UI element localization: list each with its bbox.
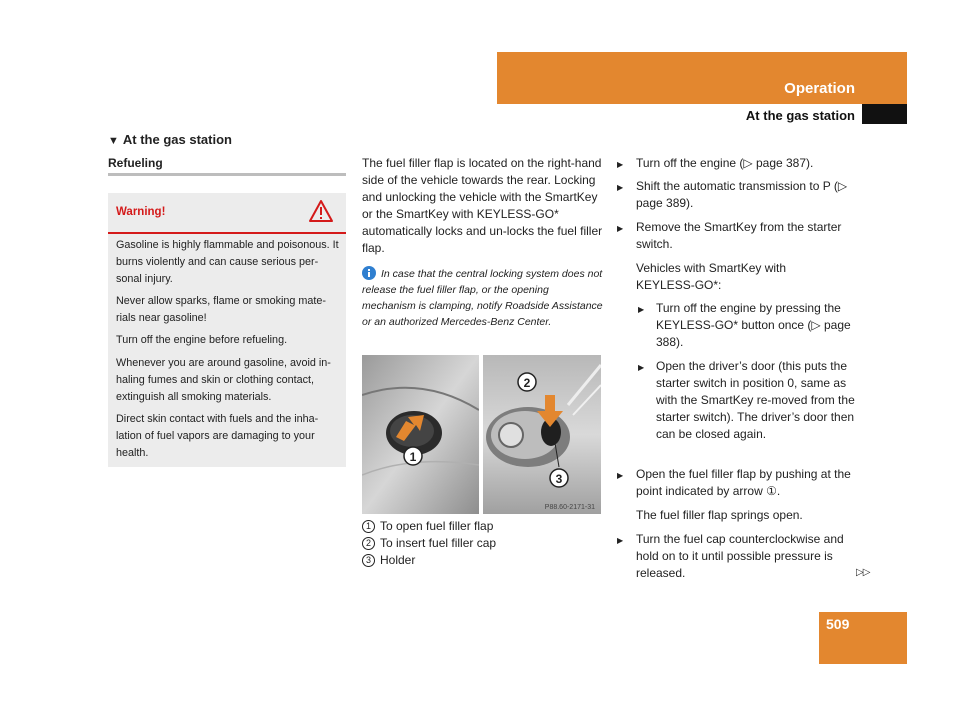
- figure-code: P88.60-2171-31: [544, 504, 595, 511]
- step-text: Open the driver’s door (this puts the starter switch in position 0, same as with the SmartKey re-moved from the starter switch). The driver’s door then can be closed again.: [656, 359, 855, 441]
- warning-paragraph: Whenever you are around gasoline, avoid in-haling fumes and skin or clothing contact, extinguish all smoking materials.: [116, 357, 331, 403]
- fuel-cap-photo-right: [483, 355, 601, 514]
- step-text: Shift the automatic transmission to P (▷ page 389).: [636, 179, 848, 210]
- page-number: 509: [826, 616, 850, 632]
- bullet-arrow-icon: ▶: [617, 160, 624, 169]
- caption-number: 2: [362, 537, 375, 550]
- caption-number: 1: [362, 520, 375, 533]
- keyless-intro: Vehicles with SmartKey with KEYLESS-GO*:: [636, 261, 787, 292]
- warning-paragraph: Gasoline is highly flammable and poisonous. It burns violently and can cause serious per-sonal injury.: [116, 239, 339, 285]
- warning-paragraph: Never allow sparks, flame or smoking mate-rials near gasoline!: [116, 295, 327, 324]
- caption-text: To open fuel filler flap: [380, 519, 494, 533]
- section-title: Operation: [784, 80, 855, 97]
- bullet-arrow-icon: ▶: [617, 183, 624, 192]
- info-note: In case that the central locking system does not release the fuel filler flap, or the opening mechanism is clamping, notify Roadside Assistance or an authorized Mercedes-Benz Center.: [362, 268, 603, 328]
- caption-number: 3: [362, 554, 375, 567]
- page-heading-text: At the gas station: [122, 132, 232, 147]
- bullet-arrow-icon: ▶: [617, 224, 624, 233]
- warning-paragraph: Turn off the engine before refueling.: [116, 334, 288, 346]
- figure-caption: [362, 553, 415, 567]
- figure-marker: 3: [555, 472, 563, 486]
- bullet-arrow-icon: ▶: [617, 536, 624, 545]
- caption-text: Holder: [380, 553, 416, 567]
- page-heading: [108, 132, 232, 147]
- triangle-down-icon: ▼: [108, 135, 119, 147]
- fuel-flap-photo-left: [362, 355, 479, 514]
- warning-title: Warning!: [116, 206, 166, 218]
- warning-rule: [108, 232, 346, 234]
- section-tab-marker: [862, 104, 907, 124]
- warning-triangle-icon: [308, 199, 334, 223]
- caption-text: To insert fuel filler cap: [380, 536, 497, 550]
- bullet-arrow-icon: ▶: [638, 363, 645, 372]
- step-text: Remove the SmartKey from the starter switch.: [636, 220, 842, 251]
- warning-paragraph: Direct skin contact with fuels and the inha-lation of fuel vapors are damaging to your health.: [116, 413, 319, 459]
- figure-caption: [362, 519, 493, 533]
- subsection-title: At the gas station: [745, 108, 855, 123]
- step-text: Turn the fuel cap counterclockwise and hold on to it until possible pressure is released.: [636, 532, 844, 580]
- continue-arrows-icon: ▷▷: [856, 567, 870, 578]
- step-text: Open the fuel filler flap by pushing at the point indicated by arrow ①.: [636, 467, 851, 498]
- subheading: Refueling: [108, 156, 163, 170]
- figure-marker: 2: [523, 376, 531, 390]
- bullet-arrow-icon: ▶: [617, 471, 624, 480]
- bullet-arrow-icon: ▶: [638, 305, 645, 314]
- step-note: The fuel filler flap springs open.: [636, 508, 803, 522]
- figure-marker: 1: [409, 450, 417, 464]
- step-text: Turn off the engine (▷ page 387).: [636, 156, 814, 170]
- figure-caption: [362, 536, 496, 550]
- intro-paragraph: The fuel filler flap is located on the right-hand side of the vehicle towards the rear. Locking and unlocking the vehicle with the SmartKey or the SmartKey with KEYLESS-GO* automatically locks and un-locks the fuel filler flap.: [362, 156, 603, 255]
- subheading-rule: [108, 173, 346, 176]
- step-text: Turn off the engine by pressing the KEYLESS-GO* button once (▷ page 388).: [656, 301, 851, 349]
